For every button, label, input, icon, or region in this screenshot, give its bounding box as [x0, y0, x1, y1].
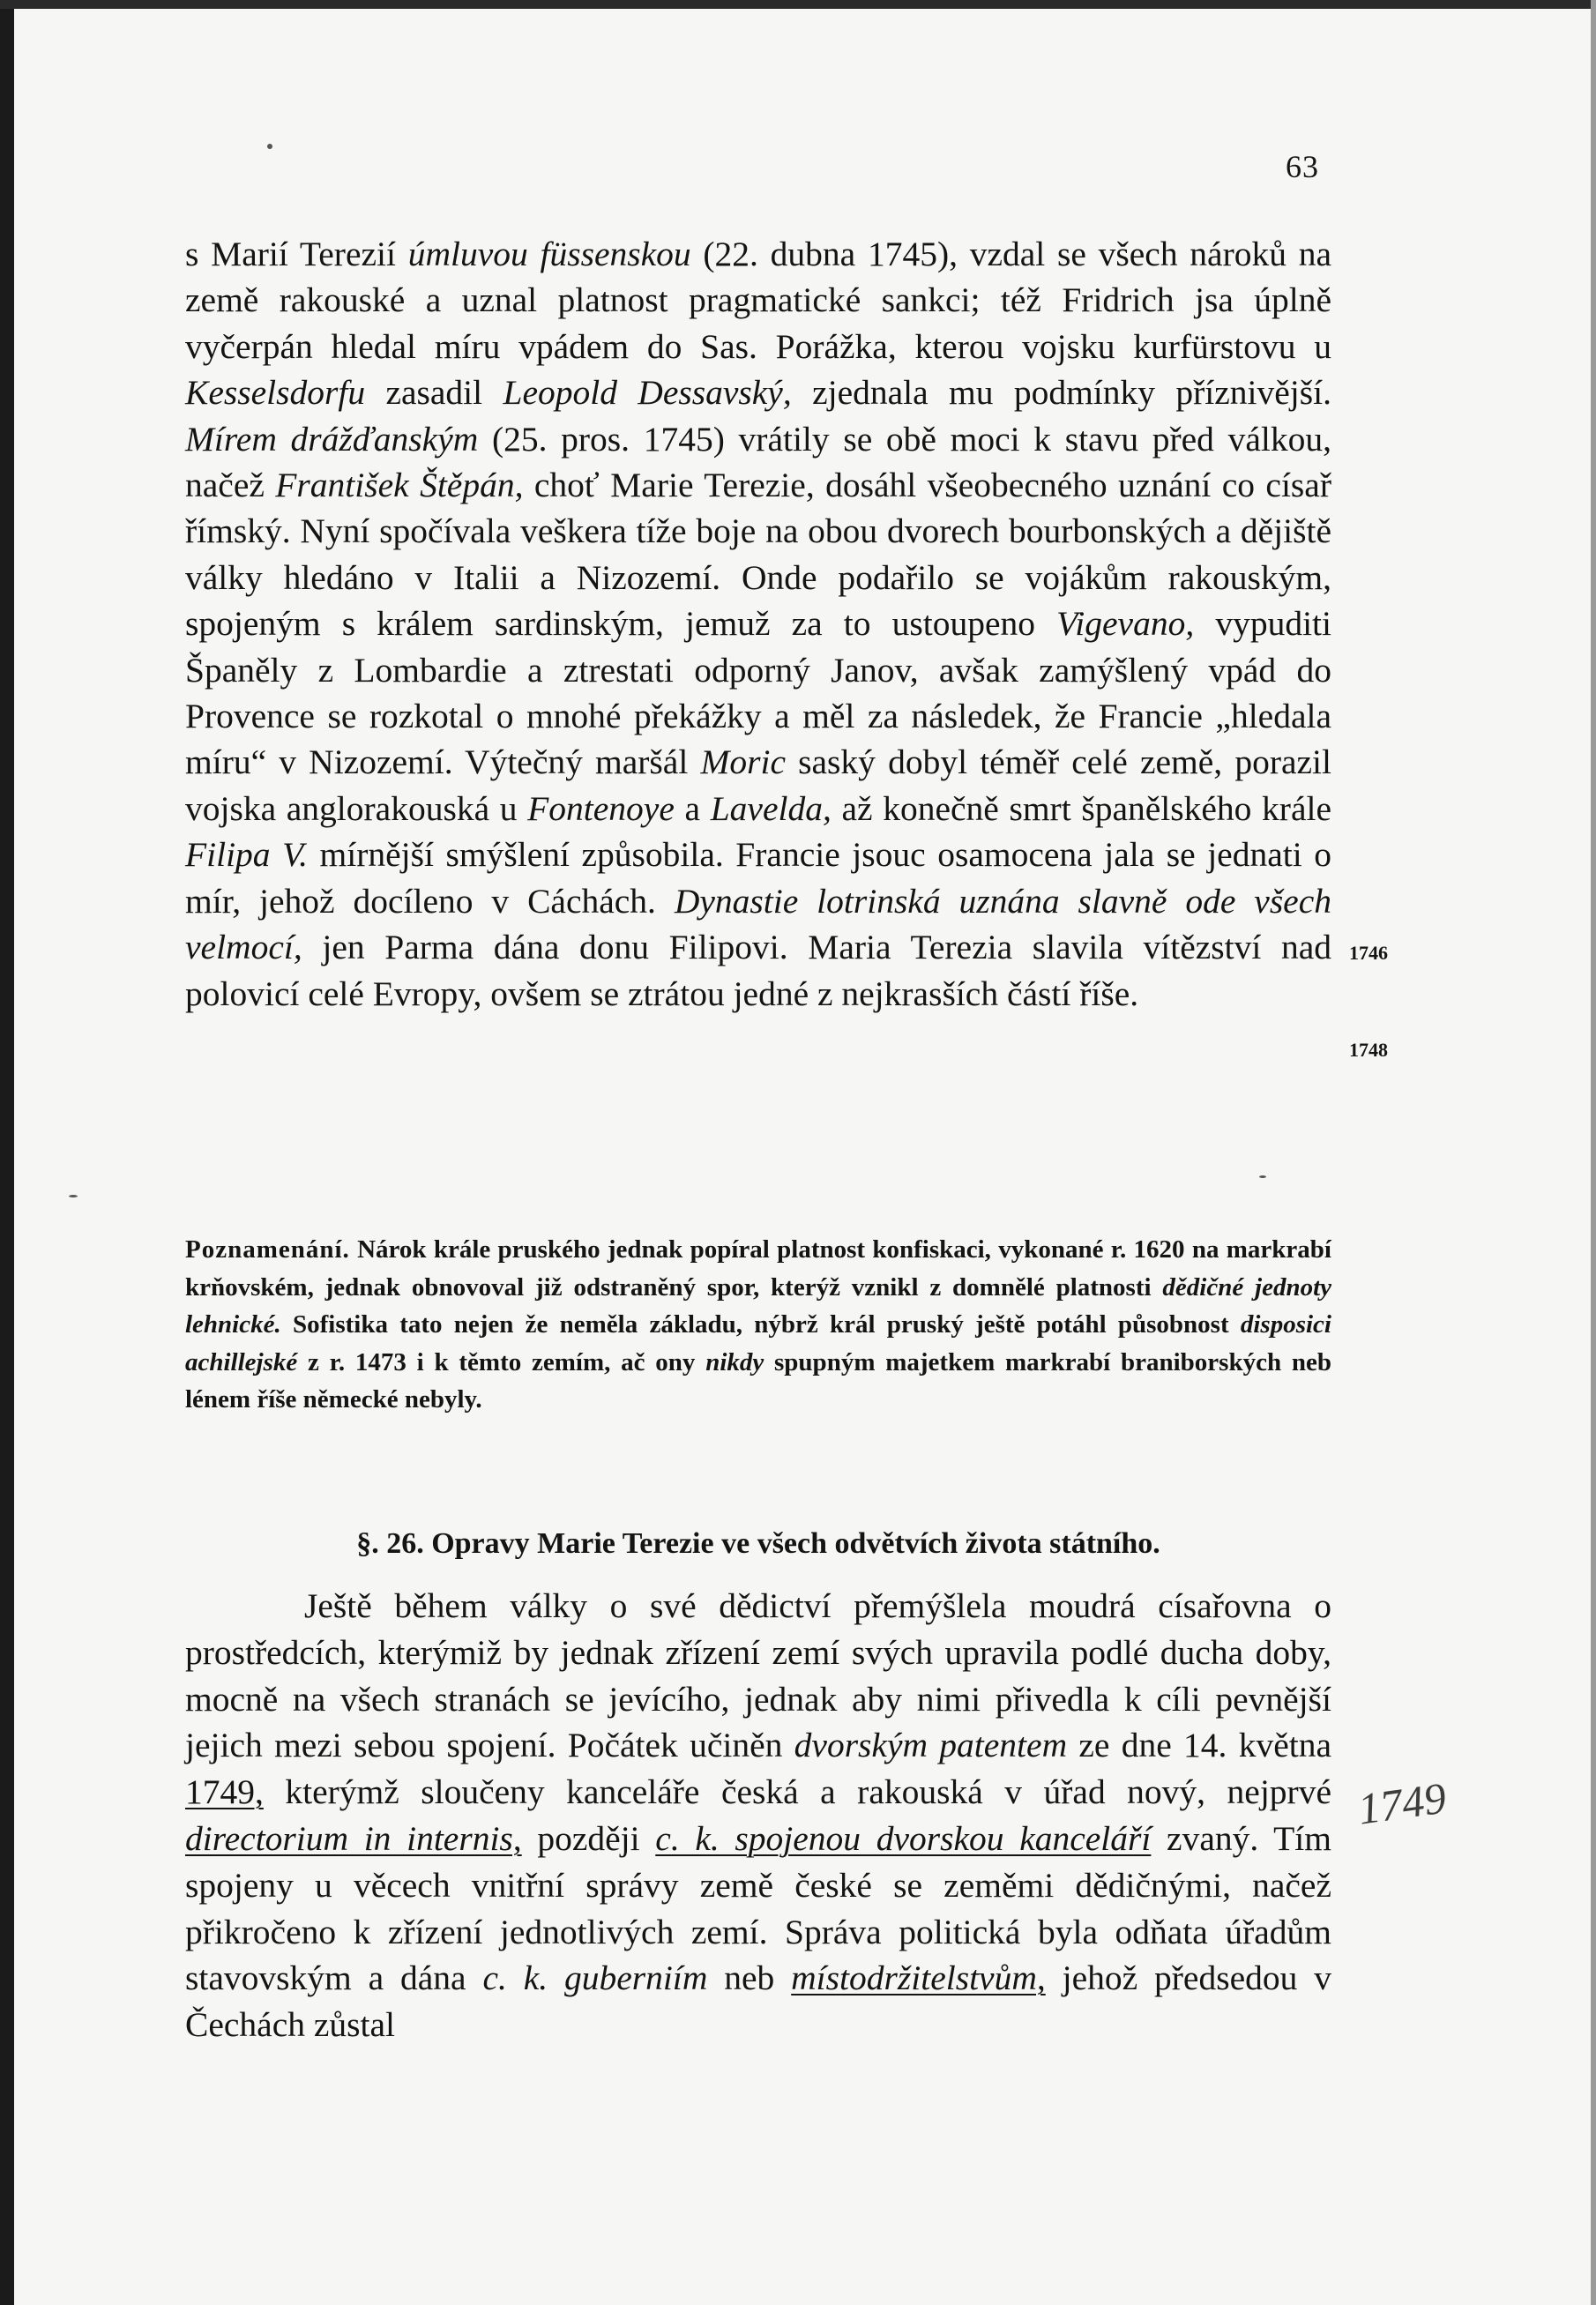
dust-speck: [1259, 1175, 1266, 1178]
main-paragraph: s Marií Terezií úmluvou füssenskou (22. dubna 1745), vzdal se všech nároků na země rakouské a uznal platnost pragmatické sankci; též Fridrich jsa úplně vyčerpán hledal míru vpádem do Sas. Porážka, kterou vojsku kurfürstovu u Kesselsdorfu zasadil Leopold Dessavský, zjednala mu podmínky příznivější. Mírem drážďanským (25. pros. 1745) vrátily se obě moci k stavu před válkou, načež František Štěpán, choť Marie Terezie, dosáhl všeobecného uznání co císař římský. Nyní spočívala veškera tíže boje na obou dvorech bourbonských a dějiště války hledáno v Italii a Nizozemí. Onde podařilo se vojákům rakouským, spojeným s králem sardinským, jemuž za to ustoupeno Vigevano, vypuditi Španěly z Lombardie a ztrestati odporný Janov, avšak zamýšlený vpád do Provence se rozkotal o mnohé překážky a měl za následek, že Francie „hledala míru“ v Nizozemí. Výtečný maršál Moric saský dobyl téměř celé země, porazil vojska anglorakouská u Fontenoye a Lavelda, až konečně smrt španělského krále Filipa V. mírnější smýšlení způsobila. Francie jsouc osamocena jala se jednati o mír, jehož docíleno v Cáchách. Dynastie lotrinská uznána slavně ode všech velmocí, jen Parma dána donu Filipovi. Maria Terezia slavila vítězství nad polovicí celé Evropy, ovšem se ztrátou jedné z nejkrasších částí říše.: [185, 235, 1332, 1013]
scan-edge-right: [1591, 0, 1596, 2305]
scan-edge-left: [0, 0, 14, 2305]
scan-edge-top: [0, 0, 1596, 9]
margin-year-1748: 1748: [1349, 1039, 1388, 1061]
section-heading: §. 26. Opravy Marie Terezie ve všech odvětvích života státního.: [356, 1527, 1160, 1560]
note-label: Poznamenání.: [185, 1235, 350, 1264]
dust-speck: [69, 1195, 78, 1197]
margin-year-1746: 1746: [1349, 942, 1388, 964]
page-number: 63: [1286, 149, 1319, 184]
dust-speck: [267, 144, 272, 149]
section-paragraph: Ještě během války o své dědictví přemýšlela moudrá císařovna o prostředcích, kterýmiž by jednak zřízení zemí svých upravila podlé ducha doby, mocně na všech stranách se jevícího, jednak aby nimi přivedla k cíli pevnější jejich mezi sebou spojení. Počátek učiněn dvorským patentem ze dne 14. května 1749, kterýmž sloučeny kanceláře česká a rakouská v úřad nový, nejprvé directorium in internis, později c. k. spojenou dvorskou kanceláří zvaný. Tím spojeny u věcech vnitřní správy země české se zeměmi dědičnými, načež přikročeno k zřízení jednotlivých zemí. Správa politická byla odňata úřadům stavovským a dána c. k. guberniím neb místodržitelstvům, jehož předsedou v Čechách zůstal: [185, 1586, 1332, 2045]
footnote-paragraph: Poznamenání. Nárok krále pruského jednak popíral platnost konfiskaci, vykonané r. 1620 na markrabí krňovském, jednak obnovoval již odstraněný spor, kterýž vznikl z domnělé platnosti dědičné jednoty lehnické. Sofistika tato nejen že neměla základu, nýbrž král pruský ještě potáhl působnost disposici achillejské z r. 1473 i k těmto zemím, ač ony nikdy spupným majetkem markrabí braniborských neb lénem říše německé nebyly.: [185, 1235, 1332, 1414]
handwritten-margin-note: 1749: [1354, 1772, 1450, 1834]
